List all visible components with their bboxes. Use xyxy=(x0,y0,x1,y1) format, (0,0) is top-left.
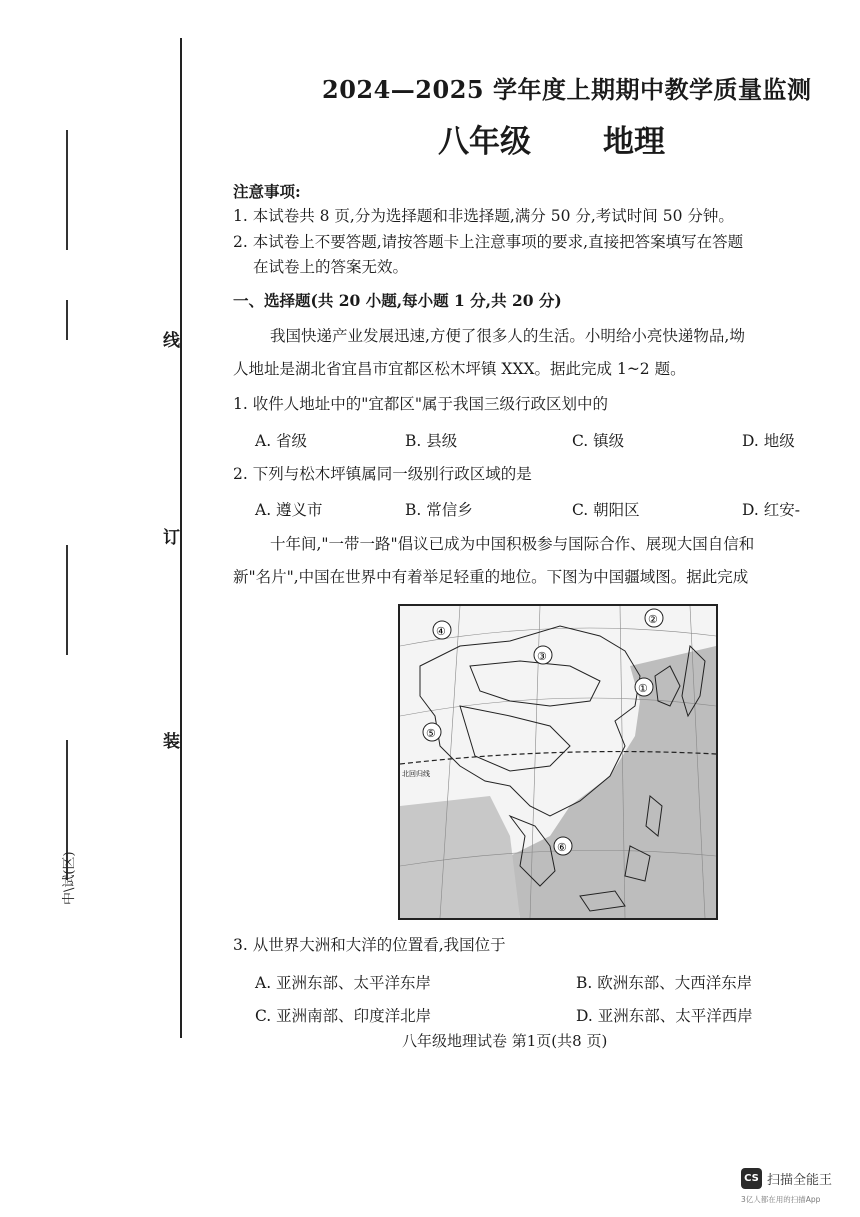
notice-item-2-cont: 在试卷上的答案无效。 xyxy=(253,258,409,276)
binding-line xyxy=(180,38,182,1038)
camscanner-logo-icon: CS xyxy=(741,1168,762,1189)
binding-rule-top xyxy=(66,130,68,250)
map-marker-2: ② xyxy=(648,613,658,626)
q2-option-a: A. 遵义市 xyxy=(255,501,323,519)
q2-stem: 2. 下列与松木坪镇属同一级别行政区域的是 xyxy=(233,465,532,483)
q1-option-b: B. 县级 xyxy=(405,432,458,450)
q2-option-c: C. 朝阳区 xyxy=(572,501,640,519)
q1-option-d: D. 地级 xyxy=(742,432,795,450)
stem1-line1: 我国快递产业发展迅速,方便了很多人的生活。小明给小亮快递物品,坳 xyxy=(270,327,745,345)
indian-ocean-sea xyxy=(400,796,520,918)
binding-rule-mid2 xyxy=(66,545,68,655)
page-footer: 八年级地理试卷 第1页(共8 页) xyxy=(402,1032,608,1050)
map-marker-6: ⑥ xyxy=(557,841,567,854)
exam-subject: 地理 xyxy=(603,124,665,160)
china-territory-map xyxy=(398,604,718,920)
map-marker-1: ① xyxy=(638,682,648,695)
map-marker-4: ④ xyxy=(436,625,446,638)
q3-option-b: B. 欧洲东部、大西洋东岸 xyxy=(576,974,753,992)
q3-option-c: C. 亚洲南部、印度洋北岸 xyxy=(255,1007,432,1025)
q1-option-a: A. 省级 xyxy=(255,432,308,450)
q3-option-a: A. 亚洲东部、太平洋东岸 xyxy=(255,974,432,992)
camscanner-tagline: 3亿人都在用的扫描App xyxy=(741,1195,821,1204)
binding-char-ding: 订 xyxy=(163,528,180,548)
q3-stem: 3. 从世界大洲和大洋的位置看,我国位于 xyxy=(233,936,506,954)
notice-item-2: 2. 本试卷上不要答题,请按答题卡上注意事项的要求,直接把答案填写在答题 xyxy=(233,233,744,251)
map-marker-5: ⑤ xyxy=(426,727,436,740)
stem1-line2: 人地址是湖北省宜昌市宜都区松木坪镇 XXX。据此完成 1~2 题。 xyxy=(233,360,686,378)
map-svg xyxy=(400,606,716,918)
q1-option-c: C. 镇级 xyxy=(572,432,625,450)
pacific-sea xyxy=(510,646,716,918)
exam-title: 2024—2025 学年度上期期中教学质量监测 xyxy=(322,75,812,104)
q3-option-d: D. 亚洲东部、太平洋西岸 xyxy=(576,1007,753,1025)
binding-char-xian: 线 xyxy=(163,331,180,351)
binding-name-fragment: 中\试(区) xyxy=(62,851,77,905)
q2-option-b: B. 常信乡 xyxy=(405,501,473,519)
exam-grade: 八年级 xyxy=(438,124,531,160)
stem2-line1: 十年间,"一带一路"倡议已成为中国积极参与国际合作、展现大国自信和 xyxy=(270,535,755,553)
map-marker-3: ③ xyxy=(537,650,547,663)
q2-option-d: D. 红安- xyxy=(742,501,800,519)
stem2-line2: 新"名片",中国在世界中有着举足轻重的地位。下图为中国疆域图。据此完成 xyxy=(233,568,749,586)
section-heading: 一、选择题(共 20 小题,每小题 1 分,共 20 分) xyxy=(233,291,562,310)
notice-heading: 注意事项: xyxy=(233,182,301,201)
camscanner-name: 扫描全能王 xyxy=(767,1173,833,1188)
binding-char-zhuang: 装 xyxy=(163,732,180,752)
binding-rule-mid1 xyxy=(66,300,68,340)
tropic-label: 北回归线 xyxy=(402,770,430,778)
q1-stem: 1. 收件人地址中的"宜都区"属于我国三级行政区划中的 xyxy=(233,395,608,413)
notice-item-1: 1. 本试卷共 8 页,分为选择题和非选择题,满分 50 分,考试时间 50 分钟。 xyxy=(233,207,734,225)
